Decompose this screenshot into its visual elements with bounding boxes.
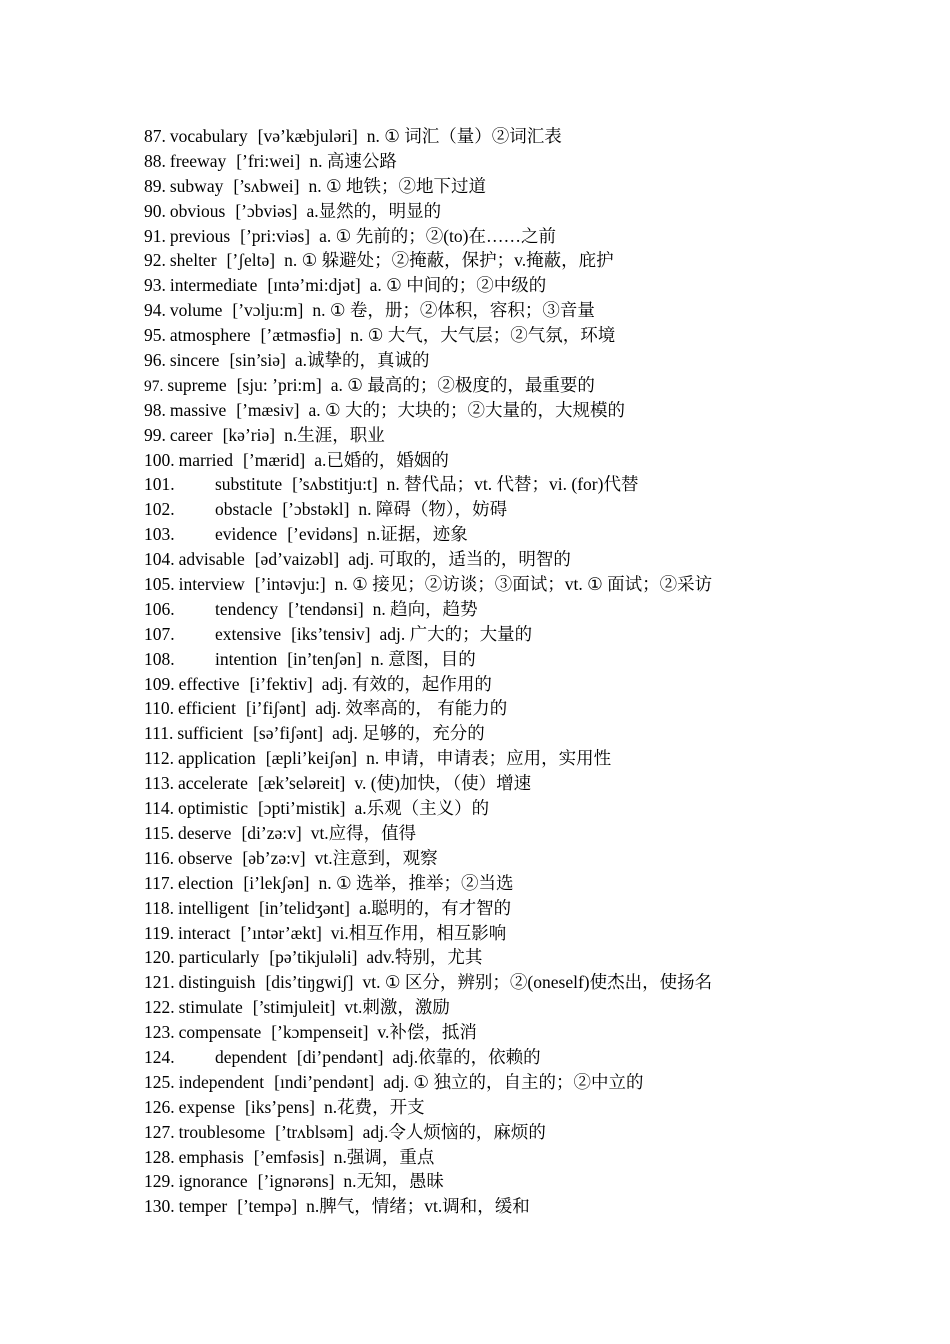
entry-phonetic: [’ɔbviəs] (235, 200, 298, 221)
entry-word: dependent (215, 1046, 287, 1067)
vocabulary-entry (144, 273, 844, 298)
entry-number: 102. (144, 499, 175, 520)
entry-definition: n.花费，开支 (323, 1096, 425, 1117)
entry-phonetic: [dis’tiŋgwiʃ] (265, 972, 354, 993)
entry-word: intention (215, 648, 278, 669)
vocabulary-entry (144, 672, 844, 697)
entry-definition: vi.相互作用，相互影响 (330, 922, 507, 943)
entry-number: 105. (144, 574, 175, 595)
entry-word: deserve (177, 822, 232, 843)
entry-word: application (177, 748, 256, 769)
vocabulary-entry (144, 1070, 844, 1095)
entry-number: 107. (144, 623, 175, 644)
entry-definition: n. ① 卷，册；②体积，容积；③音量 (312, 300, 595, 321)
entry-number: 100. (144, 449, 175, 470)
entry-number: 119. (144, 922, 174, 943)
entry-definition: adj. 效率高的， 有能力的 (315, 698, 508, 719)
entry-number: 89. (144, 175, 166, 196)
entry-number: 98. (144, 399, 166, 420)
entry-phonetic: [æk’seləreit] (257, 773, 346, 794)
vocabulary-entry (144, 398, 844, 423)
vocabulary-entry (144, 796, 844, 821)
entry-word: efficient (177, 698, 236, 719)
entry-phonetic: [’kɔmpenseit] (271, 1022, 369, 1043)
vocabulary-entry (144, 348, 844, 373)
entry-number: 120. (144, 947, 175, 968)
entry-definition: n. 趋向，趋势 (372, 598, 478, 619)
entry-number: 122. (144, 997, 175, 1018)
entry-word: vocabulary (169, 126, 248, 146)
vocabulary-entry (144, 896, 844, 921)
vocabulary-list (144, 124, 844, 1219)
entry-number: 99. (144, 424, 166, 445)
entry-number: 124. (144, 1046, 175, 1067)
vocabulary-entry (144, 721, 844, 746)
vocabulary-entry (144, 1145, 844, 1170)
entry-number: 92. (144, 250, 166, 271)
entry-phonetic: [və’kæbjuləri] (257, 126, 358, 146)
entry-number: 113. (144, 773, 174, 794)
entry-phonetic: [’fri:wei] (236, 150, 301, 171)
vocabulary-entry (144, 199, 844, 224)
entry-number: 95. (144, 325, 166, 346)
vocabulary-entry (144, 597, 844, 622)
entry-number: 109. (144, 673, 175, 694)
entry-phonetic: [’ɔbstəkl] (282, 499, 350, 520)
entry-phonetic: [’stimjuleit] (252, 997, 336, 1018)
entry-definition: a. ① 中间的；②中级的 (369, 275, 547, 296)
vocabulary-entry (144, 746, 844, 771)
entry-word: married (178, 449, 234, 470)
entry-definition: vt.注意到，观察 (314, 847, 438, 868)
entry-phonetic: [’evidəns] (287, 524, 359, 545)
entry-number: 108. (144, 648, 175, 669)
entry-number: 94. (144, 300, 166, 321)
vocabulary-entry (144, 472, 844, 497)
entry-word: accelerate (177, 773, 248, 794)
entry-number: 104. (144, 549, 175, 570)
entry-word: interact (177, 922, 231, 943)
entry-phonetic: [’intəvju:] (254, 574, 326, 595)
entry-word: optimistic (177, 798, 248, 819)
entry-phonetic: [in’telidʒənt] (258, 897, 350, 918)
entry-number: 126. (144, 1096, 175, 1117)
entry-phonetic: [əd’vaizəbl] (254, 549, 340, 570)
entry-definition: n. ① 大气，大气层；②气氛，环境 (350, 325, 616, 346)
vocabulary-entry (144, 921, 844, 946)
entry-definition: n.证据，迹象 (367, 524, 468, 545)
entry-number: 91. (144, 225, 166, 246)
entry-number: 101. (144, 474, 175, 495)
entry-definition: adj. 足够的，充分的 (332, 723, 485, 744)
entry-phonetic: [’tempə] (237, 1196, 298, 1217)
entry-phonetic: [’sʌbwei] (233, 175, 300, 196)
entry-definition: vt.刺激，激励 (344, 997, 450, 1018)
entry-definition: a.已婚的，婚姻的 (314, 449, 449, 470)
entry-definition: adj.令人烦恼的，麻烦的 (362, 1121, 546, 1142)
vocabulary-entry (144, 149, 844, 174)
entry-number: 97. (144, 377, 164, 395)
entry-definition: n. ① 选举，推举；②当选 (318, 872, 514, 893)
entry-definition: adj. 可取的，适当的，明智的 (348, 549, 571, 570)
vocabulary-entry (144, 1095, 844, 1120)
entry-number: 103. (144, 524, 175, 545)
entry-number: 96. (144, 350, 166, 371)
entry-phonetic: [’sʌbstitju:t] (292, 474, 378, 495)
entry-number: 116. (144, 847, 174, 868)
vocabulary-entry (144, 448, 844, 473)
entry-number: 88. (144, 150, 166, 171)
entry-word: tendency (215, 598, 279, 619)
entry-definition: a. ① 大的；大块的；②大量的，大规模的 (308, 399, 626, 420)
vocabulary-entry (144, 846, 844, 871)
entry-phonetic: [’emfəsis] (253, 1146, 325, 1167)
entry-phonetic: [di’pendənt] (296, 1046, 384, 1067)
entry-phonetic: [’tendənsi] (288, 598, 364, 619)
vocabulary-entry (144, 647, 844, 672)
entry-word: emphasis (178, 1146, 244, 1167)
entry-number: 130. (144, 1196, 175, 1217)
entry-word: volume (169, 300, 223, 321)
entry-word: obvious (169, 200, 226, 221)
entry-word: extensive (215, 623, 282, 644)
entry-number: 90. (144, 200, 166, 221)
entry-word: distinguish (178, 972, 256, 993)
entry-word: election (177, 872, 234, 893)
vocabulary-entry (144, 323, 844, 348)
entry-word: sincere (169, 350, 220, 371)
entry-phonetic: [’ıntər’ækt] (240, 922, 322, 943)
vocabulary-entry (144, 771, 844, 796)
entry-word: obstacle (215, 499, 273, 520)
vocabulary-entry (144, 696, 844, 721)
entry-number: 118. (144, 897, 174, 918)
entry-phonetic: [ɪntə’mi:djət] (267, 275, 361, 296)
entry-definition: n. 意图，目的 (370, 648, 476, 669)
entry-phonetic: [’trʌblsəm] (275, 1121, 354, 1142)
entry-definition: n. 障碍（物），妨碍 (358, 499, 508, 520)
vocabulary-entry (144, 1120, 844, 1145)
entry-number: 112. (144, 748, 174, 769)
entry-word: intelligent (177, 897, 249, 918)
entry-definition: n. 申请，申请表；应用，实用性 (366, 748, 612, 769)
entry-phonetic: [’pri:viəs] (240, 225, 311, 246)
entry-phonetic: [ɔpti’mistik] (257, 798, 346, 819)
entry-definition: a. ① 最高的；②极度的，最重要的 (330, 374, 595, 395)
vocabulary-entry (144, 497, 844, 522)
entry-word: advisable (178, 549, 245, 570)
vocabulary-entry (144, 547, 844, 572)
entry-word: interview (178, 574, 245, 595)
entry-definition: n.脾气，情绪；vt.调和，缓和 (306, 1196, 530, 1217)
entry-phonetic: [i’lekʃən] (243, 872, 310, 893)
vocabulary-entry (144, 945, 844, 970)
entry-phonetic: [’ætməsfiə] (260, 325, 342, 346)
entry-definition: adj. ① 独立的，自主的；②中立的 (383, 1071, 644, 1092)
vocabulary-entry (144, 522, 844, 547)
vocabulary-entry (144, 572, 844, 597)
entry-phonetic: [i’fektiv] (249, 673, 313, 694)
entry-phonetic: [’ignərəns] (257, 1171, 335, 1192)
entry-word: evidence (215, 524, 278, 545)
entry-phonetic: [in’tenʃən] (287, 648, 362, 669)
entry-number: 123. (144, 1022, 175, 1043)
entry-phonetic: [’ʃeltə] (226, 250, 276, 271)
vocabulary-entry (144, 1045, 844, 1070)
entry-phonetic: [di’zə:v] (241, 822, 302, 843)
entry-definition: a.显然的，明显的 (306, 200, 442, 221)
entry-definition: n.无知，愚昧 (343, 1171, 445, 1192)
entry-phonetic: [sə’fiʃənt] (253, 723, 324, 744)
entry-number: 128. (144, 1146, 175, 1167)
entry-number: 114. (144, 798, 174, 819)
entry-phonetic: [sju: ’pri:m] (236, 374, 322, 395)
entry-word: compensate (178, 1022, 262, 1043)
entry-word: particularly (178, 947, 260, 968)
vocabulary-entry (144, 622, 844, 647)
vocabulary-entry (144, 1169, 844, 1194)
entry-number: 111. (144, 723, 174, 744)
vocabulary-entry (144, 970, 844, 995)
vocabulary-entry (144, 871, 844, 896)
entry-definition: adv.特别，尤其 (366, 947, 483, 968)
entry-definition: v. (使)加快，（使）增速 (354, 773, 532, 794)
entry-phonetic: [kə’riə] (222, 424, 276, 445)
entry-definition: a. ① 先前的；②(to)在……之前 (319, 225, 556, 246)
entry-word: career (169, 424, 213, 445)
entry-word: massive (169, 399, 227, 420)
entry-number: 121. (144, 972, 175, 993)
entry-phonetic: [əb’zə:v] (242, 847, 306, 868)
entry-number: 87. (144, 126, 166, 146)
entry-phonetic: [’mærid] (243, 449, 306, 470)
entry-word: temper (178, 1196, 228, 1217)
entry-phonetic: [pə’tikjuləli] (269, 947, 358, 968)
entry-definition: adj. 有效的，起作用的 (321, 673, 492, 694)
entry-phonetic: [iks’tensiv] (291, 623, 371, 644)
entry-definition: v.补偿，抵消 (377, 1022, 477, 1043)
entry-word: supreme (167, 374, 227, 395)
entry-definition: vt. ① 区分，辨别；②(oneself)使杰出，使扬名 (362, 972, 713, 993)
entry-number: 110. (144, 698, 174, 719)
vocabulary-entry (144, 995, 844, 1020)
entry-number: 117. (144, 872, 174, 893)
entry-phonetic: [iks’pens] (245, 1096, 315, 1117)
entry-word: independent (178, 1071, 265, 1092)
vocabulary-entry (144, 373, 844, 398)
vocabulary-entry (144, 821, 844, 846)
entry-definition: n. ① 接见；②访谈；③面试；vt. ① 面试；②采访 (334, 574, 713, 595)
vocabulary-entry (144, 1020, 844, 1045)
entry-definition: a.诚挚的，真诚的 (294, 350, 430, 371)
entry-word: sufficient (177, 723, 244, 744)
entry-definition: adj.依靠的，依赖的 (392, 1046, 541, 1067)
entry-word: observe (177, 847, 233, 868)
entry-definition: n.生涯，职业 (284, 424, 385, 445)
entry-phonetic: [i’fiʃənt] (245, 698, 307, 719)
vocabulary-entry (144, 423, 844, 448)
entry-definition: adj. 广大的；大量的 (379, 623, 533, 644)
entry-number: 127. (144, 1121, 175, 1142)
entry-word: freeway (169, 150, 227, 171)
entry-word: subway (169, 175, 224, 196)
entry-word: intermediate (169, 275, 258, 296)
vocabulary-entry (144, 174, 844, 199)
entry-word: atmosphere (169, 325, 251, 346)
entry-word: substitute (215, 474, 283, 495)
vocabulary-entry (144, 298, 844, 323)
entry-number: 125. (144, 1071, 175, 1092)
vocabulary-entry (144, 1194, 844, 1219)
entry-word: expense (178, 1096, 235, 1117)
entry-phonetic: [æpli’keiʃən] (265, 748, 358, 769)
entry-phonetic: [’mæsiv] (236, 399, 300, 420)
entry-number: 115. (144, 822, 174, 843)
entry-number: 106. (144, 598, 175, 619)
entry-definition: n. 高速公路 (309, 150, 397, 171)
entry-word: ignorance (178, 1171, 248, 1192)
entry-number: 93. (144, 275, 166, 296)
vocabulary-entry (144, 248, 844, 273)
entry-definition: a.乐观（主义）的 (354, 798, 490, 819)
entry-definition: n. 替代品；vt. 代替；vi. (for)代替 (386, 474, 639, 495)
entry-word: previous (169, 225, 231, 246)
entry-definition: a.聪明的，有才智的 (358, 897, 512, 918)
vocabulary-entry (144, 224, 844, 249)
vocabulary-entry (144, 124, 844, 149)
entry-phonetic: [sin’siə] (229, 350, 286, 371)
entry-word: troublesome (178, 1121, 266, 1142)
entry-definition: n.强调，重点 (333, 1146, 435, 1167)
entry-definition: vt.应得，值得 (310, 822, 417, 843)
entry-word: stimulate (178, 997, 243, 1018)
entry-word: shelter (169, 250, 217, 271)
entry-phonetic: [ındi’pendənt] (274, 1071, 375, 1092)
entry-definition: n. ① 地铁；②地下过道 (308, 175, 487, 196)
entry-word: effective (178, 673, 240, 694)
entry-definition: n. ① 躲避处；②掩蔽，保护；v.掩蔽，庇护 (284, 250, 614, 271)
entry-phonetic: [’vɔlju:m] (232, 300, 304, 321)
entry-number: 129. (144, 1171, 175, 1192)
entry-definition: n. ① 词汇（量）②词汇表 (366, 126, 562, 146)
